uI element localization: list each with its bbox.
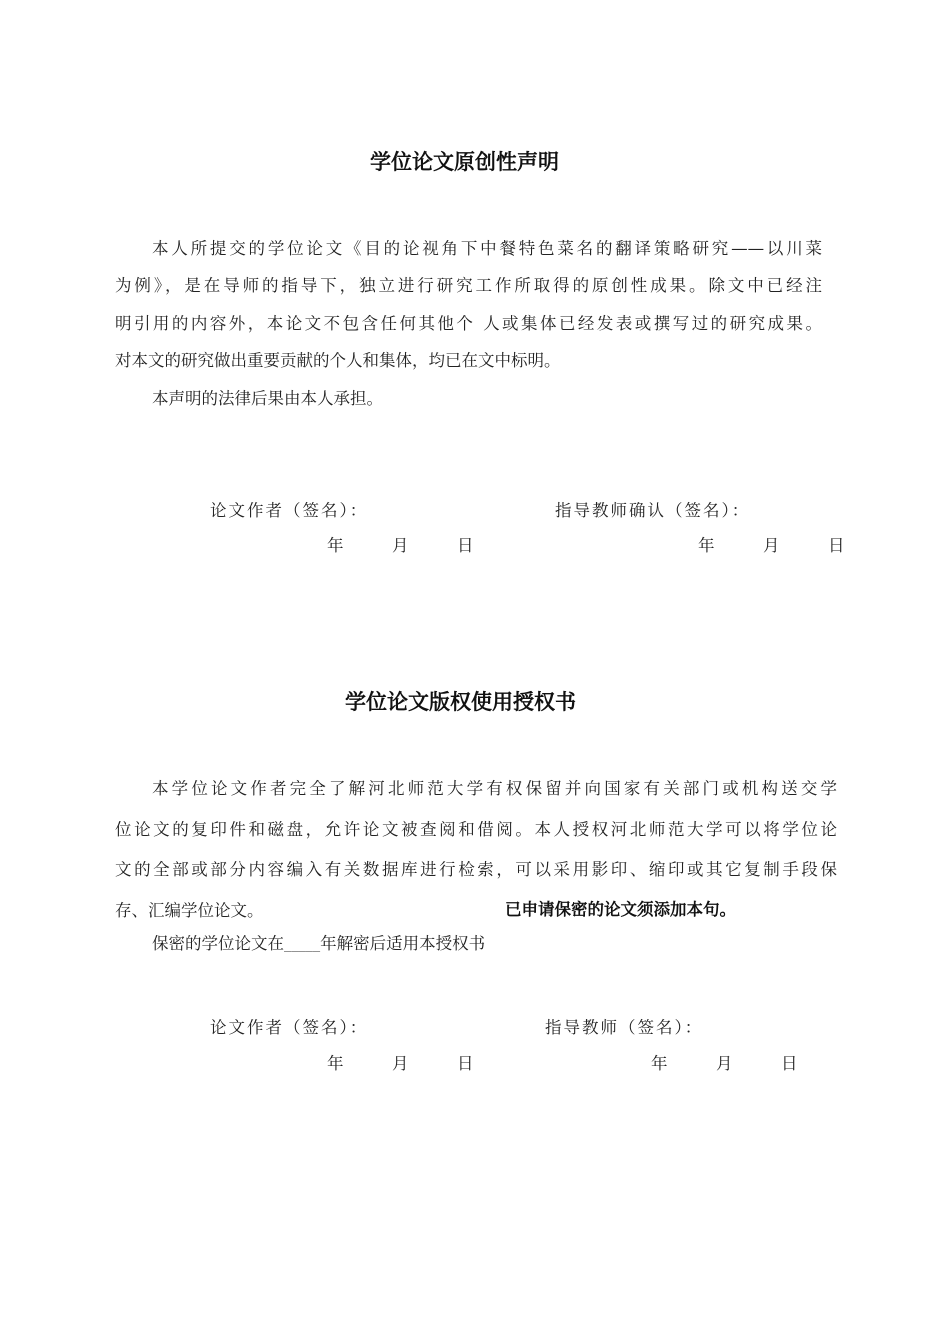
authorization-advisor-date [651,1050,800,1074]
date-day: 日 [457,536,476,555]
declaration-line-1: 本人所提交的学位论文《目的论视角下中餐特色菜名的翻译策略研究——以川菜 [152,239,822,258]
authorization-title: 学位论文版权使用授权书 [345,690,576,714]
date-year: 年 [698,536,717,555]
date-year: 年 [327,1054,346,1073]
confidential-year-blank: _____ [284,938,321,952]
date-month: 月 [392,536,411,555]
authorization-author-date [327,1050,476,1074]
declaration-advisor-signature-label: 指导教师确认（签名）： [555,501,751,520]
confidential-suffix: 年解密后适用本授权书 [320,934,486,953]
declaration-advisor-date [698,532,847,556]
declaration-author-date [327,532,476,556]
date-day: 日 [781,1054,800,1073]
declaration-author-signature-label: 论文作者（签名）： [210,501,369,520]
date-year: 年 [651,1054,670,1073]
date-month: 月 [716,1054,735,1073]
authorization-line-2: 位论文的复印件和磁盘，允许论文被查阅和借阅。本人授权河北师范大学可以将学位论 [115,820,837,839]
date-day: 日 [457,1054,476,1073]
authorization-advisor-signature-label: 指导教师（签名）： [545,1018,704,1037]
confidential-prefix: 保密的学位论文在 [152,934,284,953]
confidential-statement [152,930,485,954]
declaration-title: 学位论文原创性声明 [370,150,559,174]
date-month: 月 [392,1054,411,1073]
declaration-line-4: 对本文的研究做出重要贡献的个人和集体，均已在文中标明。 [115,351,561,370]
declaration-liability: 本声明的法律后果由本人承担。 [152,389,383,408]
confidential-note: 已申请保密的论文须添加本句。 [505,900,736,919]
declaration-line-3: 明引用的内容外，本论文不包含任何其他个 人或集体已经发表或撰写过的研究成果。 [115,314,822,333]
declaration-line-2: 为例》，是在导师的指导下，独立进行研究工作所取得的原创性成果。除文中已经注 [115,276,822,295]
authorization-author-signature-label: 论文作者（签名）： [210,1018,369,1037]
date-year: 年 [327,536,346,555]
date-day: 日 [828,536,847,555]
authorization-line-4: 存、汇编学位论文。 [115,901,264,920]
authorization-line-3: 文的全部或部分内容编入有关数据库进行检索，可以采用影印、缩印或其它复制手段保 [115,860,837,879]
date-month: 月 [763,536,782,555]
authorization-line-1: 本学位论文作者完全了解河北师范大学有权保留并向国家有关部门或机构送交学 [152,779,837,798]
